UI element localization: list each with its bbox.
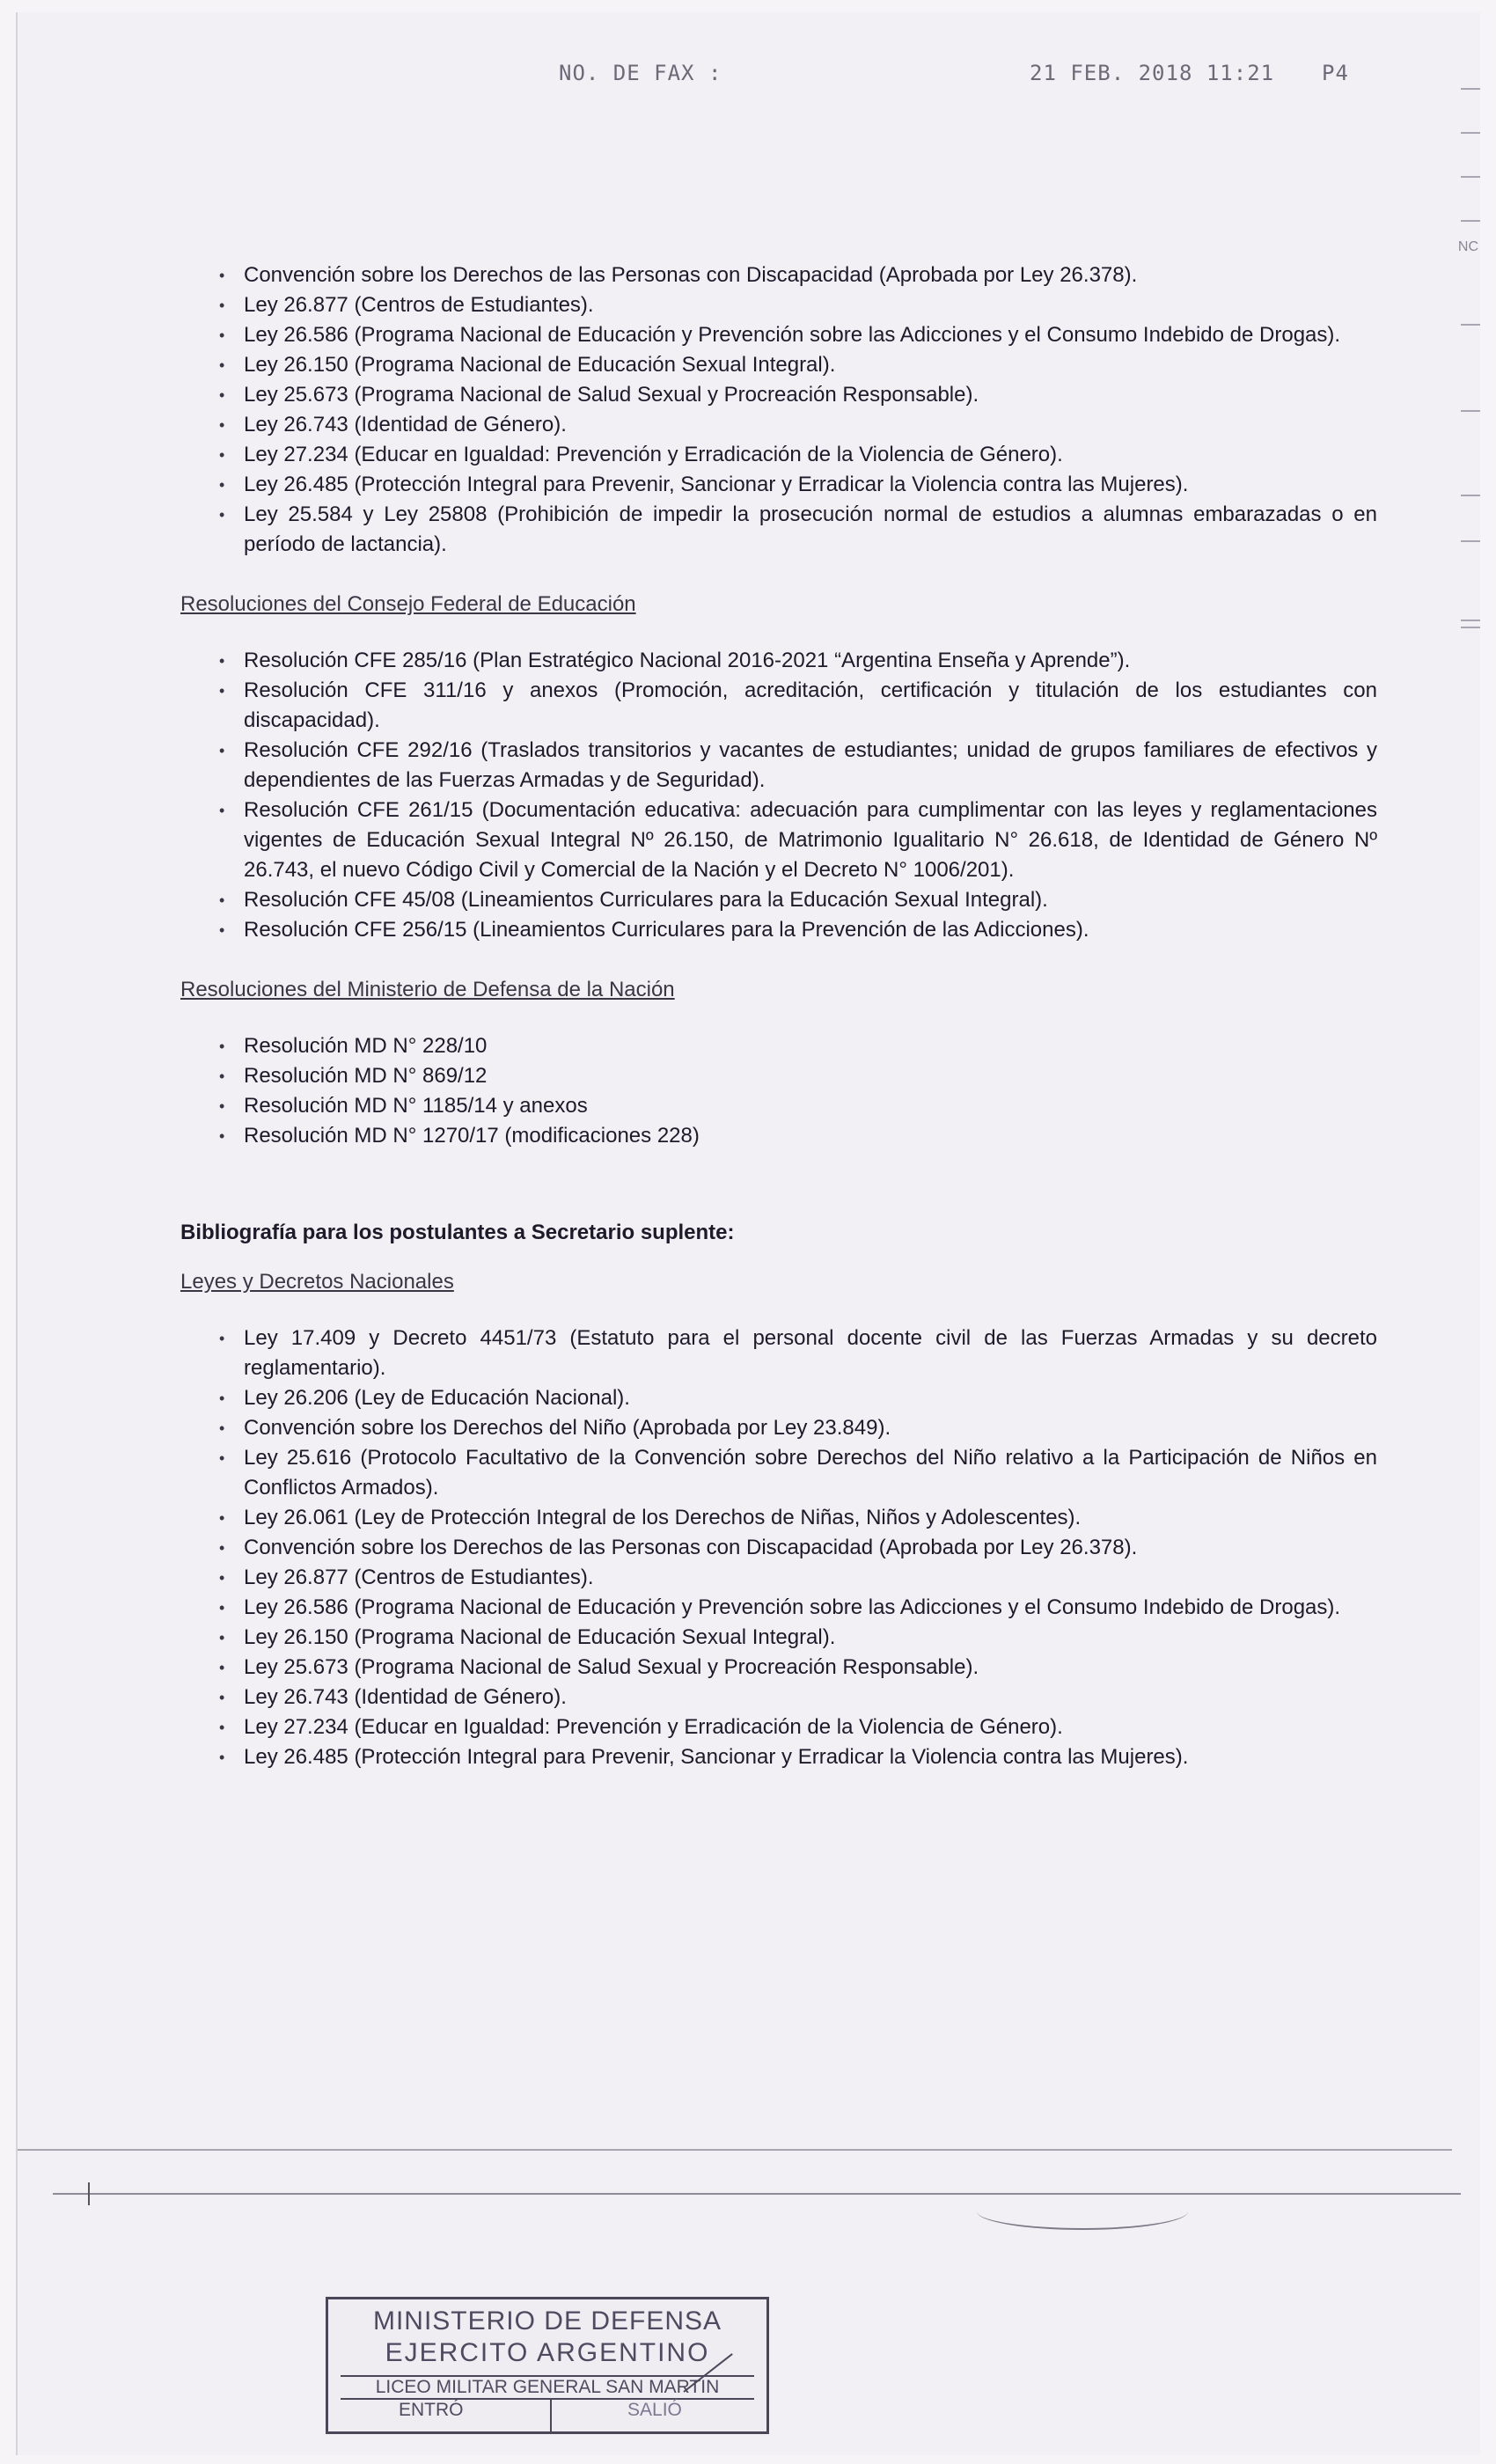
list-item: • Resolución CFE 292/16 (Traslados transitorios y vacantes de estudiantes; unidad de grupos familiares de efectivos y dependientes de las Fuerzas Armadas y de Seguridad). — [180, 736, 1377, 796]
list-item: • Resolución MD N° 1270/17 (modificaciones 228) — [180, 1121, 1377, 1151]
list-item: • Ley 25.584 y Ley 25808 (Prohibición de impedir la prosecución normal de estudios a alumnas embarazadas o en período de lactancia). — [180, 500, 1377, 560]
fax-timestamp: 21 FEB. 2018 11:21 — [1030, 61, 1275, 85]
margin-tick — [1461, 324, 1480, 326]
list-item: • Ley 26.150 (Programa Nacional de Educación Sexual Integral). — [180, 350, 1377, 380]
margin-tick — [1461, 220, 1480, 222]
list-item: • Ley 26.743 (Identidad de Género). — [180, 1683, 1377, 1712]
section-title-leyes: Leyes y Decretos Nacionales — [180, 1270, 454, 1294]
stamp-entro-label: ENTRÓ — [399, 2400, 464, 2420]
list-item: • Ley 26.485 (Protección Integral para Prevenir, Sancionar y Erradicar la Violencia contra las Mujeres). — [180, 470, 1377, 500]
document-body — [180, 260, 1377, 1802]
page-divider-line — [18, 2149, 1452, 2151]
list-item: • Convención sobre los Derechos del Niño (Aprobada por Ley 23.849). — [180, 1413, 1377, 1443]
right-margin-marks — [1445, 12, 1480, 716]
stamp-divider — [550, 2400, 552, 2431]
margin-tick — [1461, 540, 1480, 542]
list-item: • Convención sobre los Derechos de las Personas con Discapacidad (Aprobada por Ley 26.378). — [180, 1533, 1377, 1563]
list-item: • Ley 26.150 (Programa Nacional de Educación Sexual Integral). — [180, 1623, 1377, 1653]
list-item: • Resolución CFE 311/16 y anexos (Promoción, acreditación, certificación y titulación de los estudiantes con discapacidad). — [180, 676, 1377, 736]
fax-number-label: NO. DE FAX : — [559, 61, 722, 85]
fax-page-number: P4 — [1322, 61, 1349, 85]
stamp-line-ministry: MINISTERIO DE DEFENSA — [372, 2306, 722, 2336]
margin-tick — [1461, 627, 1480, 628]
list-item: • Ley 17.409 y Decreto 4451/73 (Estatuto para el personal docente civil de las Fuerzas Armadas y su decreto reglamentario). — [180, 1324, 1377, 1383]
list-item: • Ley 27.234 (Educar en Igualdad: Prevención y Erradicación de la Violencia de Género). — [180, 440, 1377, 470]
list-item: • Ley 25.673 (Programa Nacional de Salud Sexual y Procreación Responsable). — [180, 380, 1377, 410]
laws-decrees-list — [180, 1324, 1377, 1772]
list-item: • Ley 26.743 (Identidad de Género). — [180, 410, 1377, 440]
section-title-md: Resoluciones del Ministerio de Defensa de la Nación — [180, 978, 675, 1001]
list-item: • Ley 25.673 (Programa Nacional de Salud Sexual y Procreación Responsable). — [180, 1653, 1377, 1683]
margin-tick — [1461, 132, 1480, 134]
list-item: • Ley 26.206 (Ley de Educación Nacional). — [180, 1383, 1377, 1413]
md-resolution-list — [180, 1031, 1377, 1151]
margin-tick — [1461, 88, 1480, 90]
list-item: • Ley 26.877 (Centros de Estudiantes). — [180, 1563, 1377, 1593]
stamp-line-school: LICEO MILITAR GENERAL SAN MARTIN — [341, 2375, 754, 2400]
stamp-salio-label: SALIÓ — [627, 2400, 682, 2420]
ministry-stamp — [326, 2297, 769, 2434]
list-item: • Ley 26.586 (Programa Nacional de Educación y Prevención sobre las Adicciones y el Consumo Indebido de Drogas). — [180, 320, 1377, 350]
list-item: • Ley 26.586 (Programa Nacional de Educación y Prevención sobre las Adicciones y el Consumo Indebido de Drogas). — [180, 1593, 1377, 1623]
stamp-line-army: EJERCITO ARGENTINO — [385, 2338, 710, 2367]
margin-tick — [88, 2182, 90, 2205]
list-item: • Resolución MD N° 1185/14 y anexos — [180, 1091, 1377, 1121]
margin-tick — [1461, 620, 1480, 621]
margin-fragment-text: NC — [1457, 239, 1478, 254]
section-title-cfe: Resoluciones del Consejo Federal de Educación — [180, 592, 636, 616]
list-item: • Resolución MD N° 228/10 — [180, 1031, 1377, 1061]
margin-tick — [1461, 176, 1480, 178]
margin-tick — [1461, 410, 1480, 412]
list-item: • Resolución CFE 256/15 (Lineamientos Curriculares para la Prevención de las Adicciones). — [180, 915, 1377, 945]
list-item: • Resolución CFE 285/16 (Plan Estratégico Nacional 2016-2021 “Argentina Enseña y Aprende”). — [180, 646, 1377, 676]
margin-tick — [1461, 495, 1480, 496]
continued-law-list — [180, 260, 1377, 560]
cfe-resolution-list — [180, 646, 1377, 945]
list-item: • Ley 26.877 (Centros de Estudiantes). — [180, 290, 1377, 320]
list-item: • Ley 26.061 (Ley de Protección Integral de los Derechos de Niñas, Niños y Adolescentes). — [180, 1503, 1377, 1533]
document-page — [16, 12, 1480, 2455]
list-item: • Resolución MD N° 869/12 — [180, 1061, 1377, 1091]
list-item: • Resolución CFE 261/15 (Documentación educativa: adecuación para cumplimentar con las leyes y reglamentaciones vigentes de Educación Sexual Integral Nº 26.150, de Matrimonio Igualitario N° 26.618, de Identidad de Género Nº 26.743, el nuevo Código Civil y Comercial de la Nación y el Decreto N° 1006/201). — [180, 796, 1377, 885]
scan-artifact-curve — [977, 2193, 1188, 2230]
list-item: • Convención sobre los Derechos de las Personas con Discapacidad (Aprobada por Ley 26.378). — [180, 260, 1377, 290]
list-item: • Ley 27.234 (Educar en Igualdad: Prevención y Erradicación de la Violencia de Género). — [180, 1712, 1377, 1742]
list-item: • Resolución CFE 45/08 (Lineamientos Curriculares para la Educación Sexual Integral). — [180, 885, 1377, 915]
page-divider-line — [53, 2193, 1461, 2195]
list-item: • Ley 26.485 (Protección Integral para Prevenir, Sancionar y Erradicar la Violencia contra las Mujeres). — [180, 1742, 1377, 1772]
bibliography-heading: Bibliografía para los postulantes a Secretario suplente: — [180, 1221, 735, 1244]
list-item: • Ley 25.616 (Protocolo Facultativo de la Convención sobre Derechos del Niño relativo a la Participación de Niños en Conflictos Armados). — [180, 1443, 1377, 1503]
